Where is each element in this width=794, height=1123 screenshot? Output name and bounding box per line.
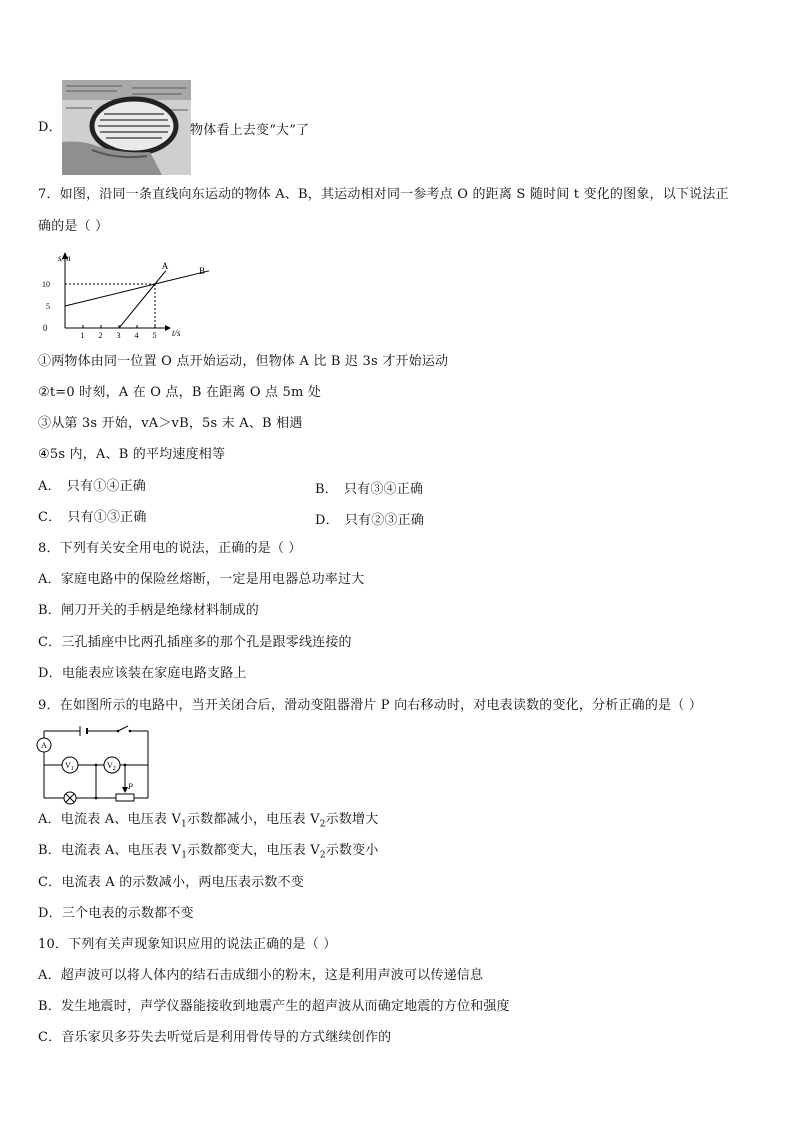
- q9-option-c[interactable]: C．电流表 A 的示数减小，两电压表示数不变: [38, 875, 304, 890]
- s-t-graph: [38, 252, 206, 344]
- q9-option-a[interactable]: [38, 811, 378, 834]
- series-label-B: B: [199, 265, 206, 276]
- option-letter: B．: [315, 482, 338, 497]
- q6-option-d-letter: D．: [38, 120, 62, 135]
- origin-label: 0: [43, 323, 48, 333]
- y-tick-label: 5: [46, 302, 50, 311]
- option-text: 只有①③正确: [67, 510, 147, 525]
- q8-option-d[interactable]: D．电能表应该装在家庭电路支路上: [38, 666, 247, 681]
- q10-option-a[interactable]: A．超声波可以将人体内的结石击成细小的粉末，这是利用声波可以传递信息: [38, 968, 484, 983]
- q7-statement-1: ①两物体由同一位置 O 点开始运动，但物体 A 比 B 迟 3s 才开始运动: [38, 354, 449, 369]
- v1-label: $V_1$: [65, 761, 74, 772]
- subscript: 2: [319, 819, 326, 830]
- q7-option-d[interactable]: [315, 509, 424, 528]
- q8-option-c[interactable]: C．三孔插座中比两孔插座多的那个孔是跟零线连接的: [38, 635, 352, 650]
- x-tick-label: 5: [152, 331, 157, 340]
- slider-label: P: [128, 782, 133, 791]
- q9-stem: 9．在如图所示的电路中，当开关闭合后，滑动变阻器滑片 P 向右移动时，对电表读数的变化，分析正确的是（ ）: [38, 698, 703, 713]
- q9-option-b[interactable]: [38, 842, 379, 865]
- q7-option-c[interactable]: [38, 509, 147, 527]
- x-tick-label: 3: [116, 331, 121, 340]
- option-text-pre: B．电流表 A、电压表 V: [38, 843, 182, 858]
- option-text-mid: 示数都减小，电压表 V: [186, 812, 320, 827]
- series-line-A: [119, 271, 166, 328]
- q8-option-a[interactable]: A．家庭电路中的保险丝熔断，一定是用电器总功率过大: [38, 572, 365, 587]
- option-letter: A．: [38, 479, 61, 494]
- subscript: 1: [181, 819, 187, 830]
- q7-option-b[interactable]: [315, 478, 423, 497]
- option-text-post: 示数增大: [325, 812, 379, 827]
- q8-option-b[interactable]: B．闸刀开关的手柄是绝缘材料制成的: [38, 603, 259, 618]
- x-tick-label: 4: [134, 331, 139, 340]
- option-letter: C．: [38, 510, 62, 525]
- q8-stem: 8．下列有关安全用电的说法，正确的是（ ）: [38, 541, 302, 556]
- q7-stem-line1: 7．如图，沿同一条直线向东运动的物体 A、B，其运动相对同一参考点 O 的距离 S 随时间 t 变化的图象，以下说法正: [38, 187, 729, 202]
- y-tick-label: 10: [42, 280, 50, 289]
- option-text: 只有①④正确: [66, 479, 146, 494]
- option-text: 只有③④正确: [343, 482, 424, 497]
- option-text: 只有②③正确: [344, 513, 425, 528]
- q7-statement-3: ③从第 3s 开始，vA＞vB，5s 末 A、B 相遇: [38, 416, 303, 431]
- q7-statement-2: ②t=0 时刻，A 在 O 点，B 在距离 O 点 5m 处: [38, 385, 322, 400]
- circuit-diagram: [36, 724, 156, 804]
- option-text-pre: A．电流表 A、电压表 V: [38, 812, 182, 827]
- option-text-post: 示数变小: [325, 843, 379, 858]
- series-label-A: A: [161, 260, 169, 271]
- v2-label: $V_2$: [107, 761, 116, 772]
- q6-option-d-text: 物体看上去变“大”了: [190, 123, 310, 138]
- q7-option-a[interactable]: [38, 478, 146, 496]
- ammeter-label: A: [41, 741, 47, 750]
- x-axis-label: t/s: [172, 328, 181, 338]
- q9-option-d[interactable]: D．三个电表的示数都不变: [38, 906, 194, 921]
- magnifier-photo: [62, 80, 191, 175]
- q10-option-b[interactable]: B．发生地震时，声学仪器能接收到地震产生的超声波从而确定地震的方位和强度: [38, 999, 510, 1014]
- x-tick-label: 1: [80, 331, 85, 340]
- subscript: 1: [181, 850, 188, 861]
- subscript: 2: [319, 850, 326, 861]
- x-tick-label: 2: [98, 331, 103, 340]
- x-axis-arrow: [165, 325, 171, 331]
- series-line-B: [65, 271, 209, 306]
- option-text-mid: 示数都变大，电压表 V: [187, 843, 320, 858]
- option-letter: D．: [315, 513, 339, 528]
- q10-stem: 10．下列有关声现象知识应用的说法正确的是（ ）: [38, 937, 337, 952]
- q7-stem-line2: 确的是（ ）: [38, 219, 109, 234]
- y-axis-label: s/m: [58, 253, 71, 263]
- q10-option-c[interactable]: C．音乐家贝多芬失去听觉后是利用骨传导的方式继续创作的: [38, 1030, 392, 1045]
- q7-statement-4: ④5s 内，A、B 的平均速度相等: [38, 447, 226, 462]
